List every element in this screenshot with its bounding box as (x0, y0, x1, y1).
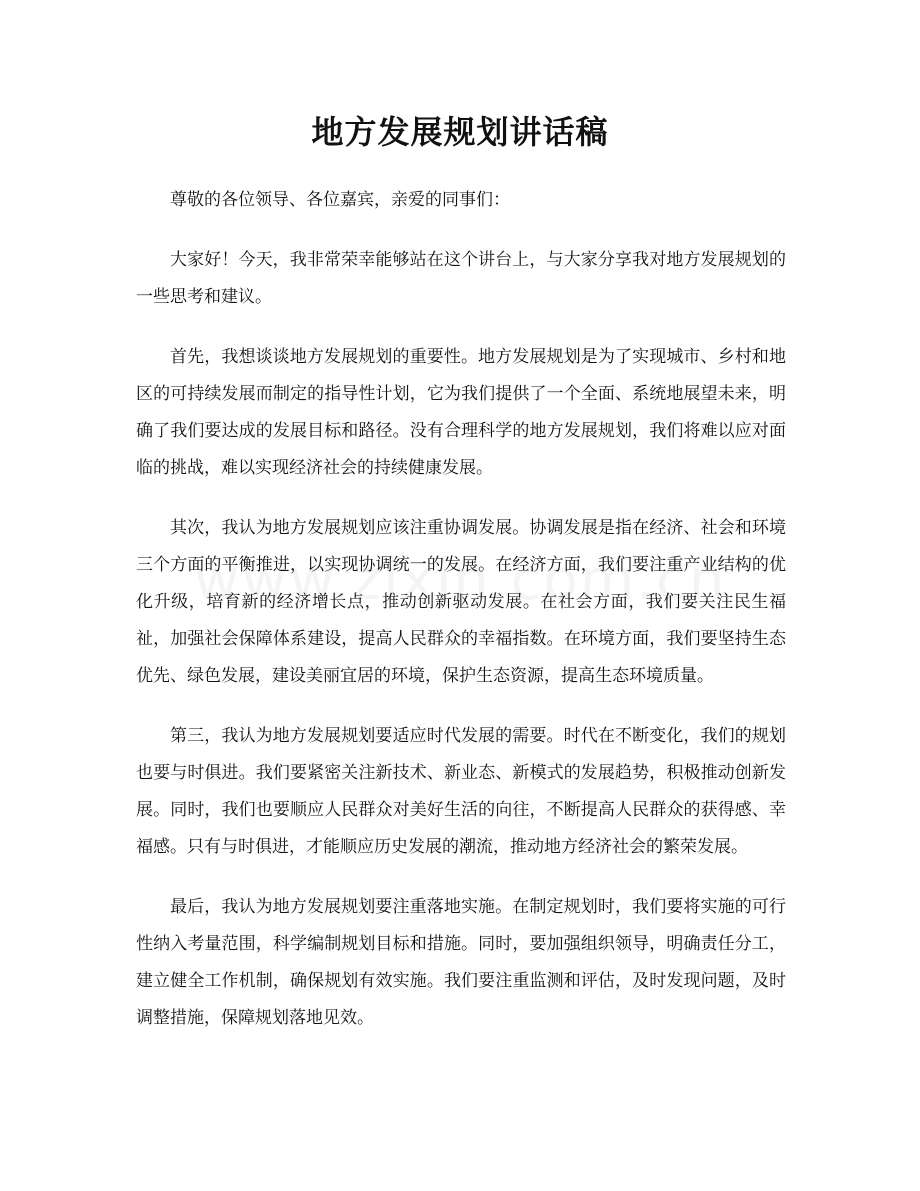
document-body (136, 182, 786, 1060)
greeting-paragraph: 大家好！今天，我非常荣幸能够站在这个讲台上，与大家分享我对地方发展规划的一些思考和建议。 (136, 250, 786, 307)
adaptation-paragraph: 第三，我认为地方发展规划要适应时代发展的需要。时代在不断变化，我们的规划也要与时俱进。我们要紧密关注新技术、新业态、新模式的发展趋势，积极推动创新发展。同时，我们也要顺应人民群众对美好生活的向往，不断提高人民群众的获得感、幸福感。只有与时俱进，才能顺应历史发展的潮流，推动地方经济社会的繁荣发展。 (136, 726, 786, 857)
implementation-paragraph: 最后，我认为地方发展规划要注重落地实施。在制定规划时，我们要将实施的可行性纳入考量范围，科学编制规划目标和措施。同时，要加强组织领导，明确责任分工，建立健全工作机制，确保规划有效实施。我们要注重监测和评估，及时发现问题，及时调整措施，保障规划落地见效。 (136, 897, 786, 1028)
document-title: 地方发展规划讲话稿 (311, 113, 609, 151)
importance-paragraph: 首先，我想谈谈地方发展规划的重要性。地方发展规划是为了实现城市、乡村和地区的可持续发展而制定的指导性计划，它为我们提供了一个全面、系统地展望未来，明确了我们要达成的发展目标和路径。没有合理科学的地方发展规划，我们将难以应对面临的挑战，难以实现经济社会的持续健康发展。 (136, 347, 786, 478)
coordination-paragraph: 其次，我认为地方发展规划应该注重协调发展。协调发展是指在经济、社会和环境三个方面的平衡推进，以实现协调统一的发展。在经济方面，我们要注重产业结构的优化升级，培育新的经济增长点，推动创新驱动发展。在社会方面，我们要关注民生福祉，加强社会保障体系建设，提高人民群众的幸福指数。在环境方面，我们要坚持生态优先、绿色发展，建设美丽宜居的环境，保护生态资源，提高生态环境质量。 (136, 518, 786, 686)
salutation-paragraph: 尊敬的各位领导、各位嘉宾，亲爱的同事们： (170, 190, 510, 210)
